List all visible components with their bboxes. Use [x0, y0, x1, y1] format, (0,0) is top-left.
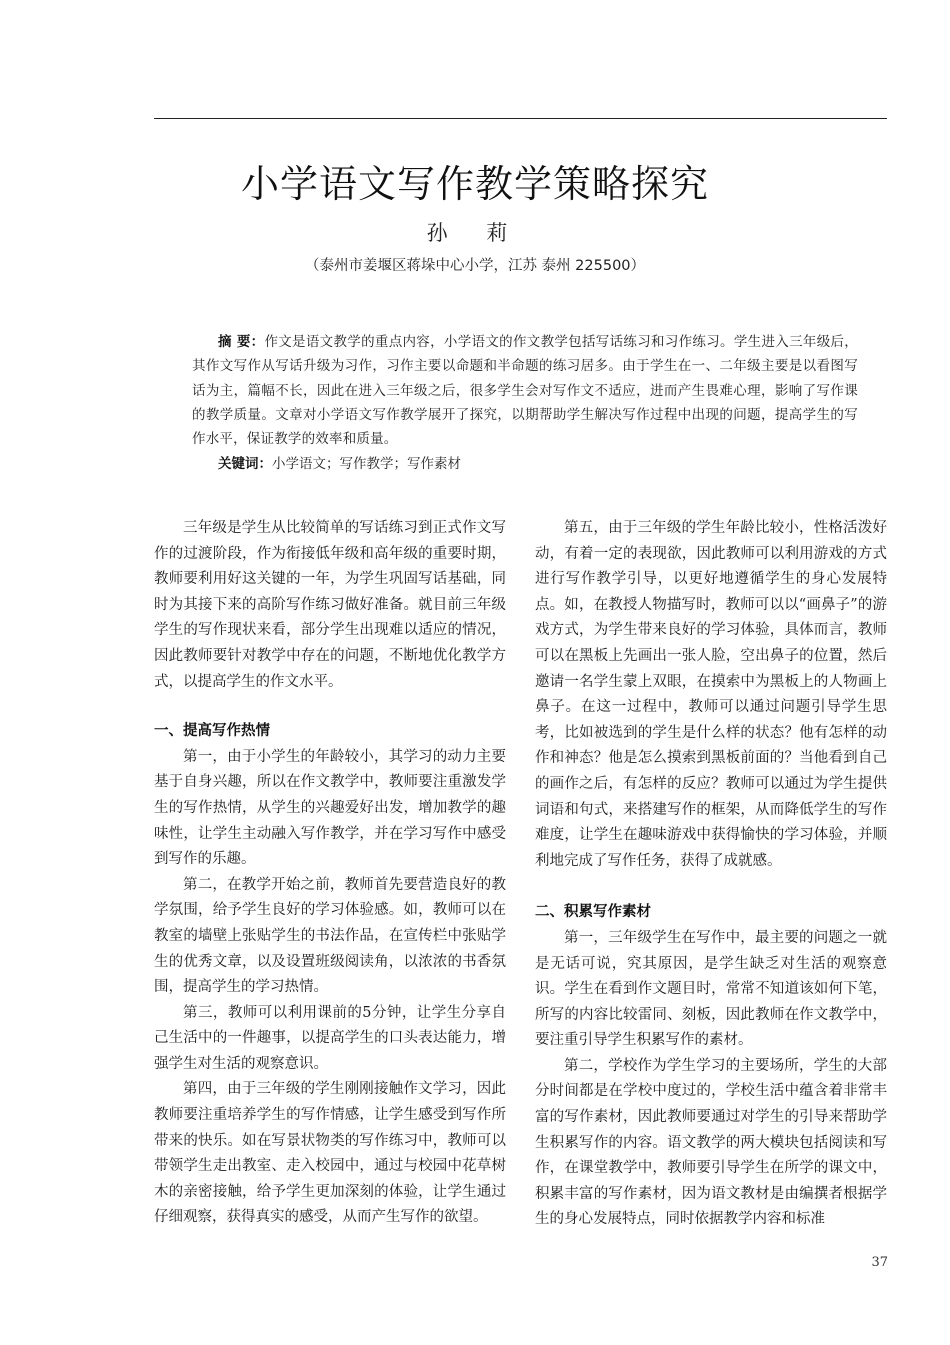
header-rule: [154, 118, 887, 119]
abstract-label: 摘 要：: [218, 334, 265, 350]
left-column: [154, 516, 506, 1231]
intro-paragraph: 三年级是学生从比较简单的写话练习到正式作文写作的过渡阶段，作为衔接低年级和高年级的重要时期，教师要利用好这关键的一年，为学生巩固写话基础，同时为其接下来的高阶写作练习做好准备。就目前三年级学生的写作现状来看，部分学生出现难以适应的情况，因此教师要针对教学中存在的问题，不断地优化教学方式，以提高学生的作文水平。: [154, 520, 506, 690]
body-paragraph: 第三，教师可以利用课前的5分钟，让学生分享自己生活中的一件趣事，以提高学生的口头表达能力，增强学生对生活的观察意识。: [154, 1004, 506, 1072]
body-paragraph: 第二，在教学开始之前，教师首先要营造良好的教学氛围，给予学生良好的学习体验感。如，教师可以在教室的墙壁上张贴学生的书法作品，在宣传栏中张贴学生的优秀文章，以及设置班级阅读角，以浓浓的书香氛围，提高学生的学习热情。: [154, 876, 506, 996]
body-paragraph: 第一，由于小学生的年龄较小，其学习的动力主要基于自身兴趣，所以在作文教学中，教师要注重激发学生的写作热情，从学生的兴趣爱好出发，增加教学的趣味性，让学生主动融入写作教学，并在学习写作中感受到写作的乐趣。: [154, 748, 506, 868]
section-heading-2: 二、积累写作素材: [535, 904, 651, 921]
author-name: 孙 莉: [426, 221, 524, 245]
keywords-text: 小学语文；写作教学；写作素材: [272, 456, 461, 472]
body-paragraph: 第一，三年级学生在写作中，最主要的问题之一就是无话可说，究其原因，是学生缺乏对生活的观察意识。学生在看到作文题目时，常常不知道该如何下笔，所写的内容比较雷同、刻板，因此教师在作文教学中，要注重引导学生积累写作的素材。: [535, 929, 887, 1049]
keywords-label: 关键词：: [218, 456, 272, 472]
keywords: [218, 452, 858, 476]
right-column: [535, 516, 887, 1233]
article-title: 小学语文写作教学策略探究: [240, 162, 709, 206]
author-affiliation: （泰州市姜堰区蒋垛中心小学，江苏 泰州 225500）: [304, 258, 646, 274]
section-heading-1: 一、提高写作热情: [154, 723, 270, 740]
abstract: [192, 330, 858, 451]
body-paragraph: 第五，由于三年级的学生年龄比较小，性格活泼好动，有着一定的表现欲，因此教师可以利用游戏的方式进行写作教学引导，以更好地遵循学生的身心发展特点。如，在教授人物描写时，教师可以以“画鼻子”的游戏方式，为学生带来良好的学习体验，具体而言，教师可以在黑板上先画出一张人脸，空出鼻子的位置，然后邀请一名学生蒙上双眼，在摸索中为黑板上的人物画上鼻子。在这一过程中，教师可以通过问题引导学生思考，比如被选到的学生是什么样的状态？他有怎样的动作和神态？他是怎么摸索到黑板前面的？当他看到自己的画作之后，有怎样的反应？教师可以通过为学生提供词语和句式，来搭建写作的框架，从而降低学生的写作难度，让学生在趣味游戏中获得愉快的学习体验，并顺利地完成了写作任务，获得了成就感。: [535, 520, 887, 869]
body-paragraph: 第二，学校作为学生学习的主要场所，学生的大部分时间都是在学校中度过的，学校生活中蕴含着非常丰富的写作素材，因此教师要通过对学生的引导来帮助学生积累写作的内容。语文教学的两大模块包括阅读和写作，在课堂教学中，教师要引导学生在所学的课文中，积累丰富的写作素材，因为语文教材是由编撰者根据学生的身心发展特点，同时依据教学内容和标准: [535, 1057, 887, 1228]
abstract-text: 作文是语文教学的重点内容，小学语文的作文教学包括写话练习和习作练习。学生进入三年级后，其作文写作从写话升级为习作，习作主要以命题和半命题的练习居多。由于学生在一、二年级主要是以看图写话为主，篇幅不长，因此在进入三年级之后，很多学生会对写作文不适应，进而产生畏难心理，影响了写作课的教学质量。文章对小学语文写作教学展开了探究，以期帮助学生解决写作过程中出现的问题，提高学生的写作水平，保证教学的效率和质量。: [192, 334, 859, 448]
page-number: 37: [871, 1255, 888, 1270]
body-paragraph: 第四，由于三年级的学生刚刚接触作文学习，因此教师要注重培养学生的写作情感，让学生感受到写作所带来的快乐。如在写景状物类的写作练习中，教师可以带领学生走出教室、走入校园中，通过与校园中花草树木的亲密接触，给予学生更加深刻的体验，让学生通过仔细观察，获得真实的感受，从而产生写作的欲望。: [154, 1081, 506, 1226]
